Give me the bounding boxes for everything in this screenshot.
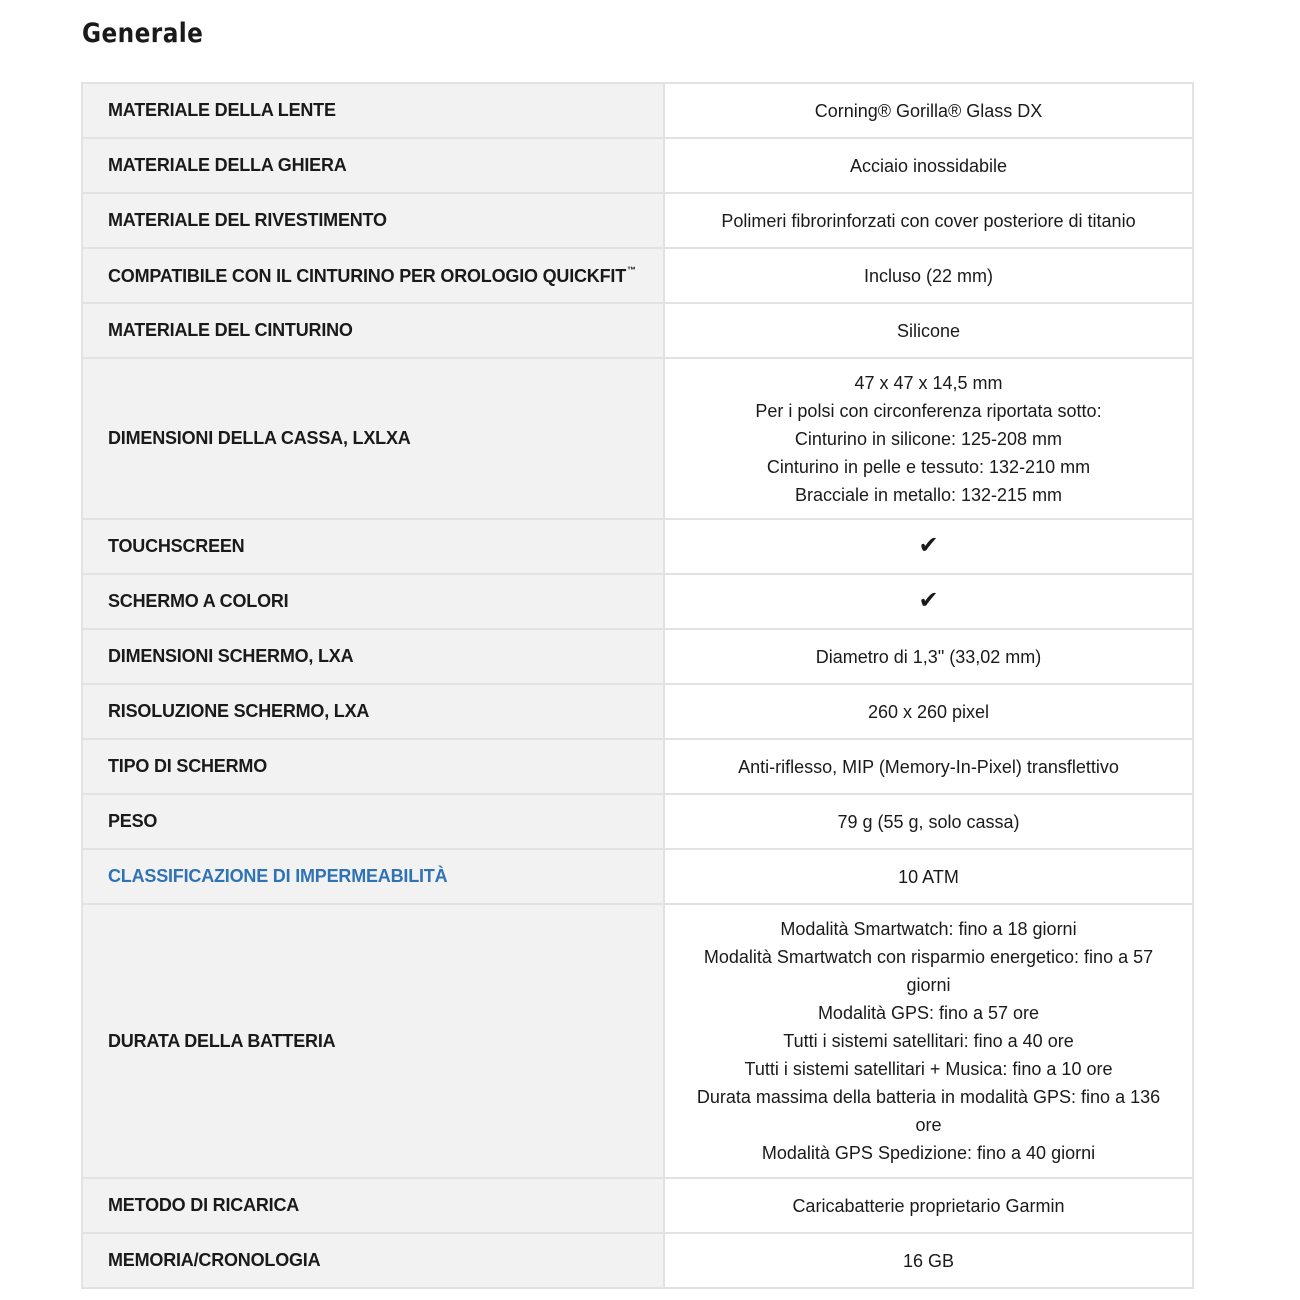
spec-row	[82, 303, 1193, 358]
spec-value	[664, 193, 1193, 248]
spec-label	[82, 794, 664, 849]
spec-row	[82, 83, 1193, 138]
spec-label-text: MATERIALE DEL CINTURINO	[108, 320, 353, 340]
spec-value-line: Acciaio inossidabile	[849, 155, 1008, 176]
spec-value-line: 47 x 47 x 14,5 mm	[854, 372, 1003, 393]
spec-label	[82, 684, 664, 739]
spec-value-line: Incluso (22 mm)	[863, 265, 994, 286]
spec-value-line: Diametro di 1,3" (33,02 mm)	[815, 646, 1042, 667]
spec-table	[81, 82, 1194, 1289]
spec-label-text: MATERIALE DEL RIVESTIMENTO	[108, 210, 387, 230]
checkmark-icon: ✔	[918, 530, 939, 559]
spec-label	[82, 904, 664, 1178]
spec-label-text: RISOLUZIONE SCHERMO, LXA	[108, 701, 370, 721]
spec-value	[664, 739, 1193, 794]
spec-row	[82, 193, 1193, 248]
spec-label	[82, 83, 664, 138]
spec-row	[82, 684, 1193, 739]
spec-label	[82, 303, 664, 358]
spec-value-line: Corning® Gorilla® Glass DX	[814, 100, 1043, 121]
spec-row	[82, 574, 1193, 629]
spec-row	[82, 629, 1193, 684]
spec-label-text: SCHERMO A COLORI	[108, 591, 289, 611]
spec-value-line: Bracciale in metallo: 132-215 mm	[794, 484, 1063, 505]
spec-value-line: Modalità GPS Spedizione: fino a 40 giorni	[761, 1143, 1096, 1163]
spec-row	[82, 904, 1193, 1178]
spec-label-text: TOUCHSCREEN	[108, 536, 245, 556]
spec-row	[82, 138, 1193, 193]
spec-table-body	[82, 83, 1193, 1288]
spec-value-line: Per i polsi con circonferenza riportata sotto:	[755, 400, 1102, 421]
spec-label	[82, 358, 664, 519]
spec-value	[664, 83, 1193, 138]
spec-value-line: 10 ATM	[898, 866, 959, 887]
spec-value	[664, 248, 1193, 303]
spec-row	[82, 358, 1193, 519]
spec-value	[664, 1233, 1193, 1288]
spec-value-line: 16 GB	[902, 1250, 955, 1271]
spec-value-line: Caricabatterie proprietario Garmin	[792, 1195, 1065, 1216]
spec-value-line: Tutti i sistemi satellitari: fino a 40 ore	[783, 1031, 1074, 1051]
spec-label-text: COMPATIBILE CON IL CINTURINO PER OROLOGIO QUICKFIT	[108, 265, 626, 286]
spec-value	[664, 629, 1193, 684]
spec-value-line: Modalità Smartwatch con risparmio energetico: fino a 57 giorni	[703, 947, 1154, 995]
spec-row	[82, 739, 1193, 794]
trademark-mark: ™	[627, 264, 636, 275]
spec-value-line: Durata massima della batteria in modalità GPS: fino a 136 ore	[696, 1087, 1161, 1135]
spec-label	[82, 574, 664, 629]
spec-value-line: Modalità Smartwatch: fino a 18 giorni	[780, 919, 1077, 939]
spec-label	[82, 739, 664, 794]
spec-row	[82, 1178, 1193, 1233]
spec-value-line: Polimeri fibrorinforzati con cover posteriore di titanio	[721, 210, 1136, 231]
section-title: Generale	[82, 18, 204, 49]
spec-value	[664, 904, 1193, 1178]
spec-row	[82, 519, 1193, 574]
spec-value	[664, 519, 1193, 574]
spec-label-text[interactable]: CLASSIFICAZIONE DI IMPERMEABILITÀ	[108, 866, 448, 886]
spec-label	[82, 519, 664, 574]
spec-value	[664, 358, 1193, 519]
spec-label	[82, 138, 664, 193]
spec-label-link[interactable]	[82, 849, 664, 904]
spec-value	[664, 1178, 1193, 1233]
spec-row	[82, 248, 1193, 303]
spec-label	[82, 1178, 664, 1233]
spec-value-line: 260 x 260 pixel	[867, 701, 990, 722]
spec-value	[664, 303, 1193, 358]
spec-label-text: TIPO DI SCHERMO	[108, 756, 268, 776]
spec-label-text: DIMENSIONI DELLA CASSA, LXLXA	[108, 428, 411, 448]
spec-row	[82, 1233, 1193, 1288]
spec-row	[82, 849, 1193, 904]
spec-label	[82, 1233, 664, 1288]
spec-label-text: MEMORIA/CRONOLOGIA	[108, 1250, 321, 1270]
spec-label-text: DURATA DELLA BATTERIA	[108, 1030, 336, 1051]
spec-value-line: Cinturino in silicone: 125-208 mm	[794, 428, 1063, 449]
spec-value-line: Silicone	[896, 320, 961, 341]
spec-value	[664, 574, 1193, 629]
spec-label-text: MATERIALE DELLA LENTE	[108, 100, 336, 120]
checkmark-icon: ✔	[918, 585, 939, 614]
spec-label	[82, 248, 664, 303]
spec-label-text: DIMENSIONI SCHERMO, LXA	[108, 646, 354, 666]
spec-value-line: 79 g (55 g, solo cassa)	[837, 811, 1020, 832]
spec-value	[664, 794, 1193, 849]
spec-label-text: MATERIALE DELLA GHIERA	[108, 155, 347, 175]
spec-label-text: METODO DI RICARICA	[108, 1195, 300, 1215]
spec-value	[664, 684, 1193, 739]
spec-value	[664, 138, 1193, 193]
spec-value-line: Modalità GPS: fino a 57 ore	[817, 1003, 1040, 1023]
spec-value-line: Cinturino in pelle e tessuto: 132-210 mm	[766, 456, 1091, 477]
spec-label-text: PESO	[108, 811, 158, 831]
spec-label	[82, 193, 664, 248]
spec-value	[664, 849, 1193, 904]
spec-value-line: Tutti i sistemi satellitari + Musica: fino a 10 ore	[744, 1059, 1113, 1079]
spec-row	[82, 794, 1193, 849]
spec-label	[82, 629, 664, 684]
spec-value-line: Anti-riflesso, MIP (Memory-In-Pixel) transflettivo	[738, 756, 1119, 777]
